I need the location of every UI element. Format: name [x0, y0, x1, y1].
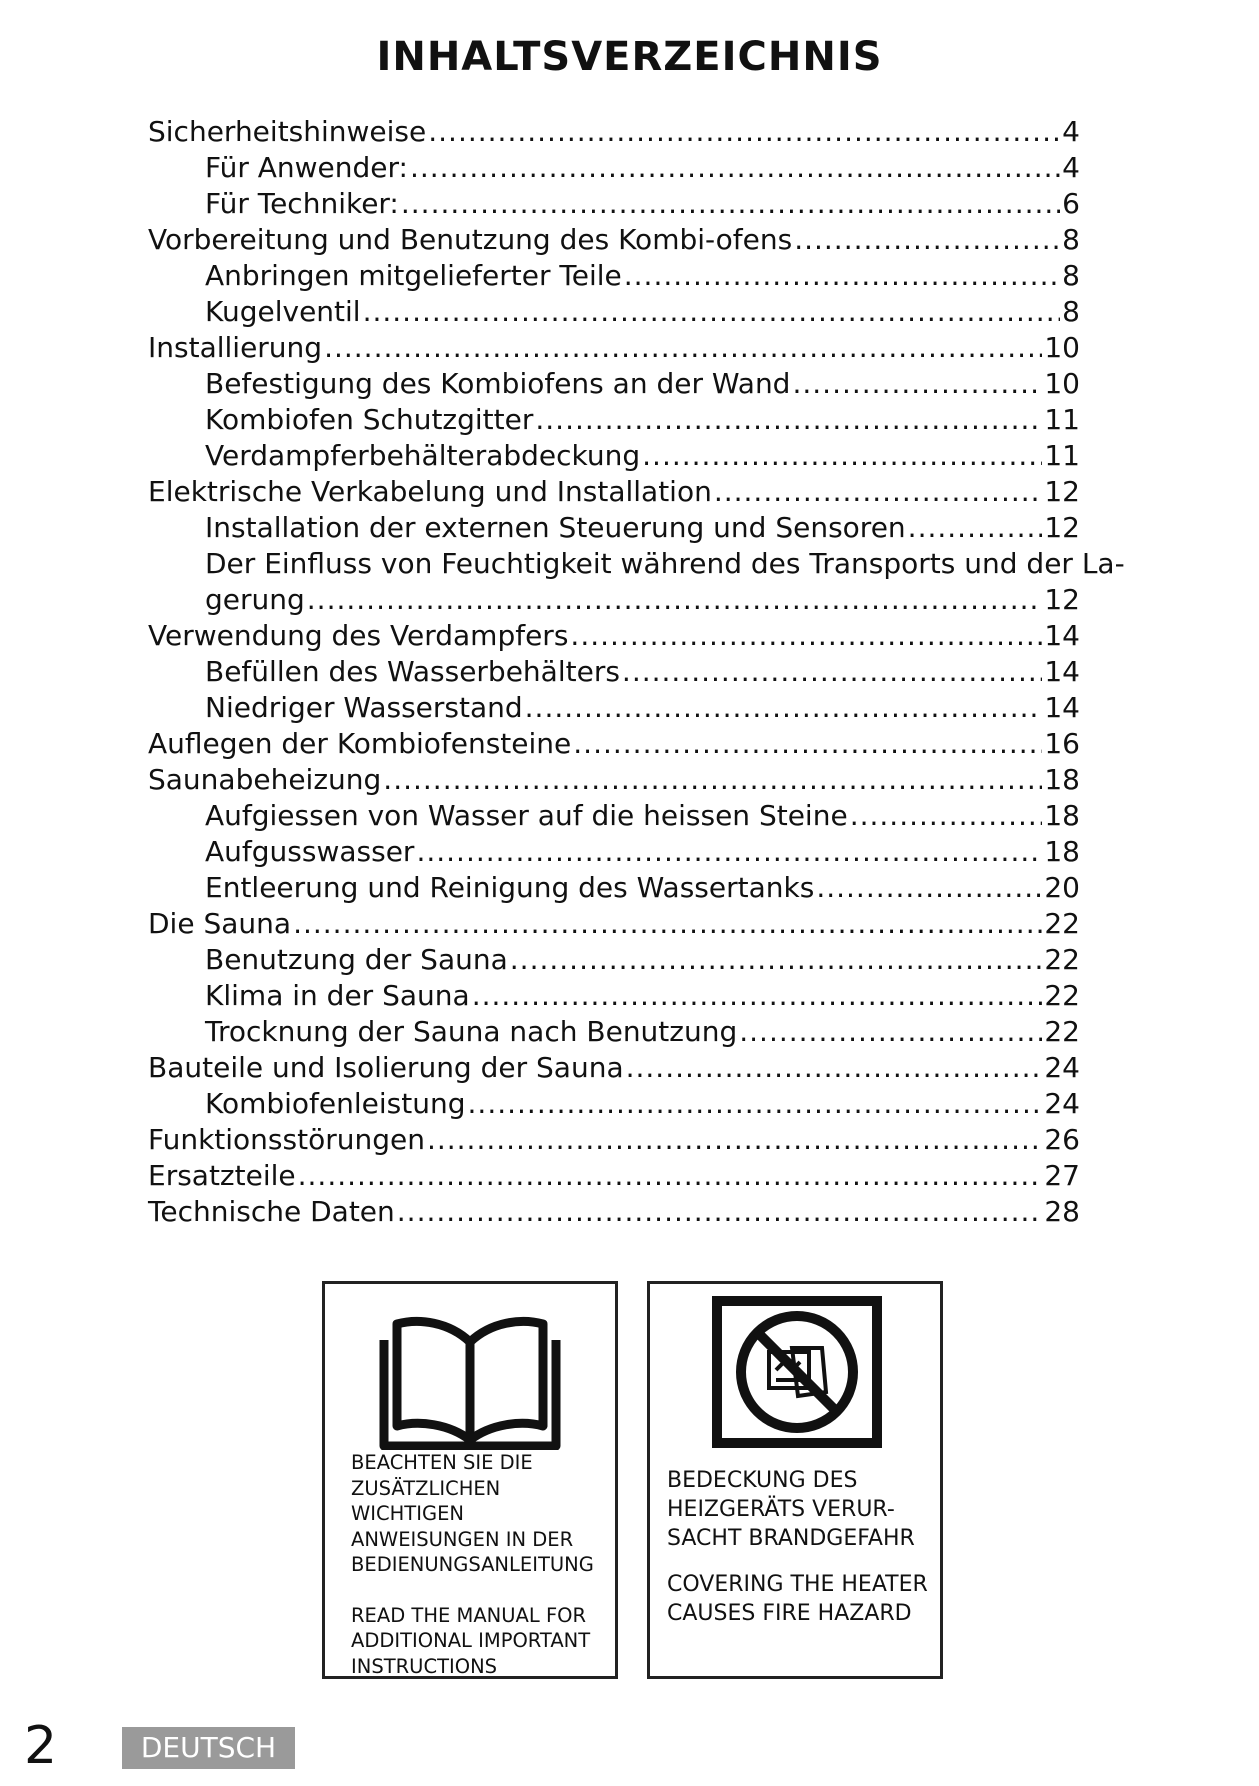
- toc-entry-text: Installation der externen Steuerung und Sensoren: [205, 511, 906, 544]
- toc-page-number: 11: [1044, 439, 1080, 472]
- toc-leader-dots: [622, 654, 1042, 690]
- notice-line-german: HEIZGERÄTS VERUR-: [667, 1497, 895, 1522]
- toc-leader-dots: [792, 366, 1042, 402]
- toc-entry: [148, 654, 1080, 690]
- toc-entry-text: Anbringen mitgelieferter Teile: [205, 259, 622, 292]
- toc-entry-text: Ersatzteile: [148, 1159, 296, 1192]
- toc-entry-text: Verwendung des Verdampfers: [148, 619, 569, 652]
- toc-page-number: 24: [1044, 1087, 1080, 1120]
- toc-page-number: 18: [1044, 763, 1080, 796]
- notice-gap: [351, 1578, 613, 1603]
- toc-page-number: 12: [1044, 475, 1080, 508]
- toc-leader-dots: [472, 978, 1043, 1014]
- toc-page-number: 27: [1044, 1159, 1080, 1192]
- toc-leader-dots: [535, 402, 1042, 438]
- toc-entry-text: Technische Daten: [148, 1195, 395, 1228]
- toc-page-number: 8: [1062, 223, 1080, 256]
- toc-leader-dots: [510, 942, 1043, 978]
- toc-entry-text: Für Techniker:: [205, 187, 399, 220]
- toc-entry-text: Die Sauna: [148, 907, 292, 940]
- toc-page-number: 22: [1044, 979, 1080, 1012]
- toc-leader-dots: [383, 762, 1042, 798]
- notice-line-english: ADDITIONAL IMPORTANT: [351, 1629, 591, 1652]
- toc-leader-dots: [642, 438, 1042, 474]
- toc-entry-text: Verdampferbehälterabdeckung: [205, 439, 641, 472]
- toc-entry-text: Sicherheitshinweise: [148, 115, 427, 148]
- toc-entry-text: Kugelventil: [205, 295, 361, 328]
- toc-entry: [148, 330, 1080, 366]
- toc-entry: [148, 510, 1080, 546]
- toc-leader-dots: [739, 1014, 1042, 1050]
- toc-leader-dots: [714, 474, 1043, 510]
- toc-entry-text: Benutzung der Sauna: [205, 943, 508, 976]
- toc-page-number: 4: [1062, 151, 1080, 184]
- toc-page-number: 10: [1044, 367, 1080, 400]
- toc-entry-text: Befestigung des Kombiofens an der Wand: [205, 367, 791, 400]
- toc-page-number: 8: [1062, 259, 1080, 292]
- toc-entry: [148, 294, 1080, 330]
- toc-entry-text: Installierung: [148, 331, 323, 364]
- toc-entry: [148, 942, 1080, 978]
- toc-entry: [148, 834, 1080, 870]
- toc-page-number: 18: [1044, 835, 1080, 868]
- notice-line-german: SACHT BRANDGEFAHR: [667, 1526, 915, 1551]
- notice-line-english: COVERING THE HEATER: [667, 1572, 928, 1597]
- toc-leader-dots: [570, 618, 1042, 654]
- toc-entry-text: Kombiofen Schutzgitter: [205, 403, 534, 436]
- toc-leader-dots: [626, 1050, 1043, 1086]
- toc-entry: [148, 1050, 1080, 1086]
- notice-line-german: BEDIENUNGSANLEITUNG: [351, 1553, 594, 1576]
- toc-page-number: 16: [1044, 727, 1080, 760]
- toc-entry-text: Elektrische Verkabelung und Installation: [148, 475, 712, 508]
- toc-leader-dots: [416, 834, 1042, 870]
- do-not-cover-heater-icon: [712, 1296, 882, 1448]
- toc-entry: [148, 186, 1080, 222]
- toc-leader-dots: [298, 1158, 1043, 1194]
- toc-page-number: 12: [1044, 583, 1080, 616]
- toc-entry-text: Funktionsstörungen: [148, 1123, 425, 1156]
- toc-leader-dots: [908, 510, 1043, 546]
- notice-line-english: INSTRUCTIONS: [351, 1654, 498, 1678]
- toc-leader-dots: [307, 582, 1043, 618]
- toc-entry: [148, 1194, 1080, 1230]
- toc-page-number: 12: [1044, 511, 1080, 544]
- toc-page-number: 8: [1062, 295, 1080, 328]
- toc-page-number: 10: [1044, 331, 1080, 364]
- toc-entry: [148, 114, 1080, 150]
- toc-entry-text: Der Einfluss von Feuchtigkeit während des Transports und der La-: [205, 547, 1125, 580]
- toc-entry: [148, 222, 1080, 258]
- toc-entry: [148, 726, 1080, 762]
- fire-hazard-notice: [647, 1281, 943, 1679]
- toc-leader-dots: [573, 726, 1042, 762]
- notice-line-german: ANWEISUNGEN IN DER: [351, 1527, 574, 1551]
- toc-page-number: 14: [1044, 655, 1080, 688]
- open-book-icon: [379, 1308, 561, 1450]
- toc-page-number: 22: [1044, 943, 1080, 976]
- toc-entry-text: Bauteile und Isolierung der Sauna: [148, 1051, 624, 1084]
- toc-entry: [148, 582, 1080, 618]
- toc-entry: [148, 366, 1080, 402]
- toc-page-number: 14: [1044, 619, 1080, 652]
- notice-gap: [667, 1553, 937, 1570]
- toc-entry-text: Auflegen der Kombiofensteine: [148, 727, 572, 760]
- toc-entry: [148, 618, 1080, 654]
- toc-entry: [148, 1122, 1080, 1158]
- toc-leader-dots: [525, 690, 1043, 726]
- toc-page-number: 14: [1044, 691, 1080, 724]
- toc-page-number: 20: [1044, 871, 1080, 904]
- toc-entry-text: Saunabeheizung: [148, 763, 382, 796]
- toc-entry-text: Für Anwender:: [205, 151, 408, 184]
- toc-page-number: 4: [1062, 115, 1080, 148]
- toc-entry-text: gerung: [205, 583, 305, 616]
- toc-page-number: 22: [1044, 1015, 1080, 1048]
- read-manual-text: [351, 1450, 613, 1679]
- toc-entry-text: Entleerung und Reinigung des Wassertanks: [205, 871, 815, 904]
- toc-entry: [148, 978, 1080, 1014]
- toc-leader-dots: [363, 294, 1061, 330]
- fire-hazard-text: [667, 1466, 937, 1628]
- toc-entry: [148, 438, 1080, 474]
- toc-leader-dots: [468, 1086, 1043, 1122]
- toc-entry: [148, 870, 1080, 906]
- toc-leader-dots: [794, 222, 1060, 258]
- language-badge: DEUTSCH: [122, 1727, 295, 1769]
- notice-line-german: BEACHTEN SIE DIE: [351, 1451, 533, 1474]
- toc-leader-dots: [401, 186, 1060, 222]
- toc-entry: [148, 258, 1080, 294]
- toc-page-number: 28: [1044, 1195, 1080, 1228]
- table-of-contents: [148, 114, 1125, 1230]
- toc-page-number: 26: [1044, 1123, 1080, 1156]
- toc-entry-text: Befüllen des Wasserbehälters: [205, 655, 620, 688]
- toc-page-number: 22: [1044, 907, 1080, 940]
- toc-entry-text: Niedriger Wasserstand: [205, 691, 523, 724]
- toc-entry-text: Vorbereitung und Benutzung des Kombi-ofens: [148, 223, 793, 256]
- toc-entry: [148, 762, 1080, 798]
- toc-entry: [148, 690, 1080, 726]
- toc-page-number: 6: [1062, 187, 1080, 220]
- read-manual-notice: [322, 1281, 618, 1679]
- toc-page-number: 11: [1044, 403, 1080, 436]
- toc-entry: [148, 1014, 1080, 1050]
- toc-leader-dots: [324, 330, 1042, 366]
- toc-page-number: 18: [1044, 799, 1080, 832]
- toc-entry-text: Klima in der Sauna: [205, 979, 470, 1012]
- notice-line-german: BEDECKUNG DES: [667, 1468, 858, 1493]
- toc-entry-text: Aufgiessen von Wasser auf die heissen Steine: [205, 799, 848, 832]
- toc-leader-dots: [428, 114, 1060, 150]
- toc-entry: [148, 798, 1080, 834]
- toc-entry: [148, 150, 1080, 186]
- page-number: 2: [24, 1716, 58, 1776]
- notice-line-german: WICHTIGEN: [351, 1502, 464, 1525]
- toc-leader-dots: [397, 1194, 1043, 1230]
- toc-leader-dots: [624, 258, 1060, 294]
- toc-leader-dots: [816, 870, 1042, 906]
- toc-leader-dots: [427, 1122, 1042, 1158]
- toc-entry-text: Kombiofenleistung: [205, 1087, 466, 1120]
- toc-entry: [148, 1158, 1080, 1194]
- toc-leader-dots: [410, 150, 1060, 186]
- toc-leader-dots: [850, 798, 1043, 834]
- notice-line-german: ZUSÄTZLICHEN: [351, 1476, 501, 1500]
- toc-leader-dots: [293, 906, 1042, 942]
- notice-line-english: READ THE MANUAL FOR: [351, 1603, 587, 1627]
- notice-line-english: CAUSES FIRE HAZARD: [667, 1601, 912, 1626]
- toc-page-number: 24: [1044, 1051, 1080, 1084]
- toc-entry: [148, 1086, 1080, 1122]
- toc-entry: [148, 402, 1080, 438]
- page-title: INHALTSVERZEICHNIS: [376, 34, 883, 80]
- toc-entry: [148, 906, 1080, 942]
- toc-entry-text: Aufgusswasser: [205, 835, 415, 868]
- toc-entry-text: Trocknung der Sauna nach Benutzung: [205, 1015, 738, 1048]
- toc-entry: [148, 474, 1080, 510]
